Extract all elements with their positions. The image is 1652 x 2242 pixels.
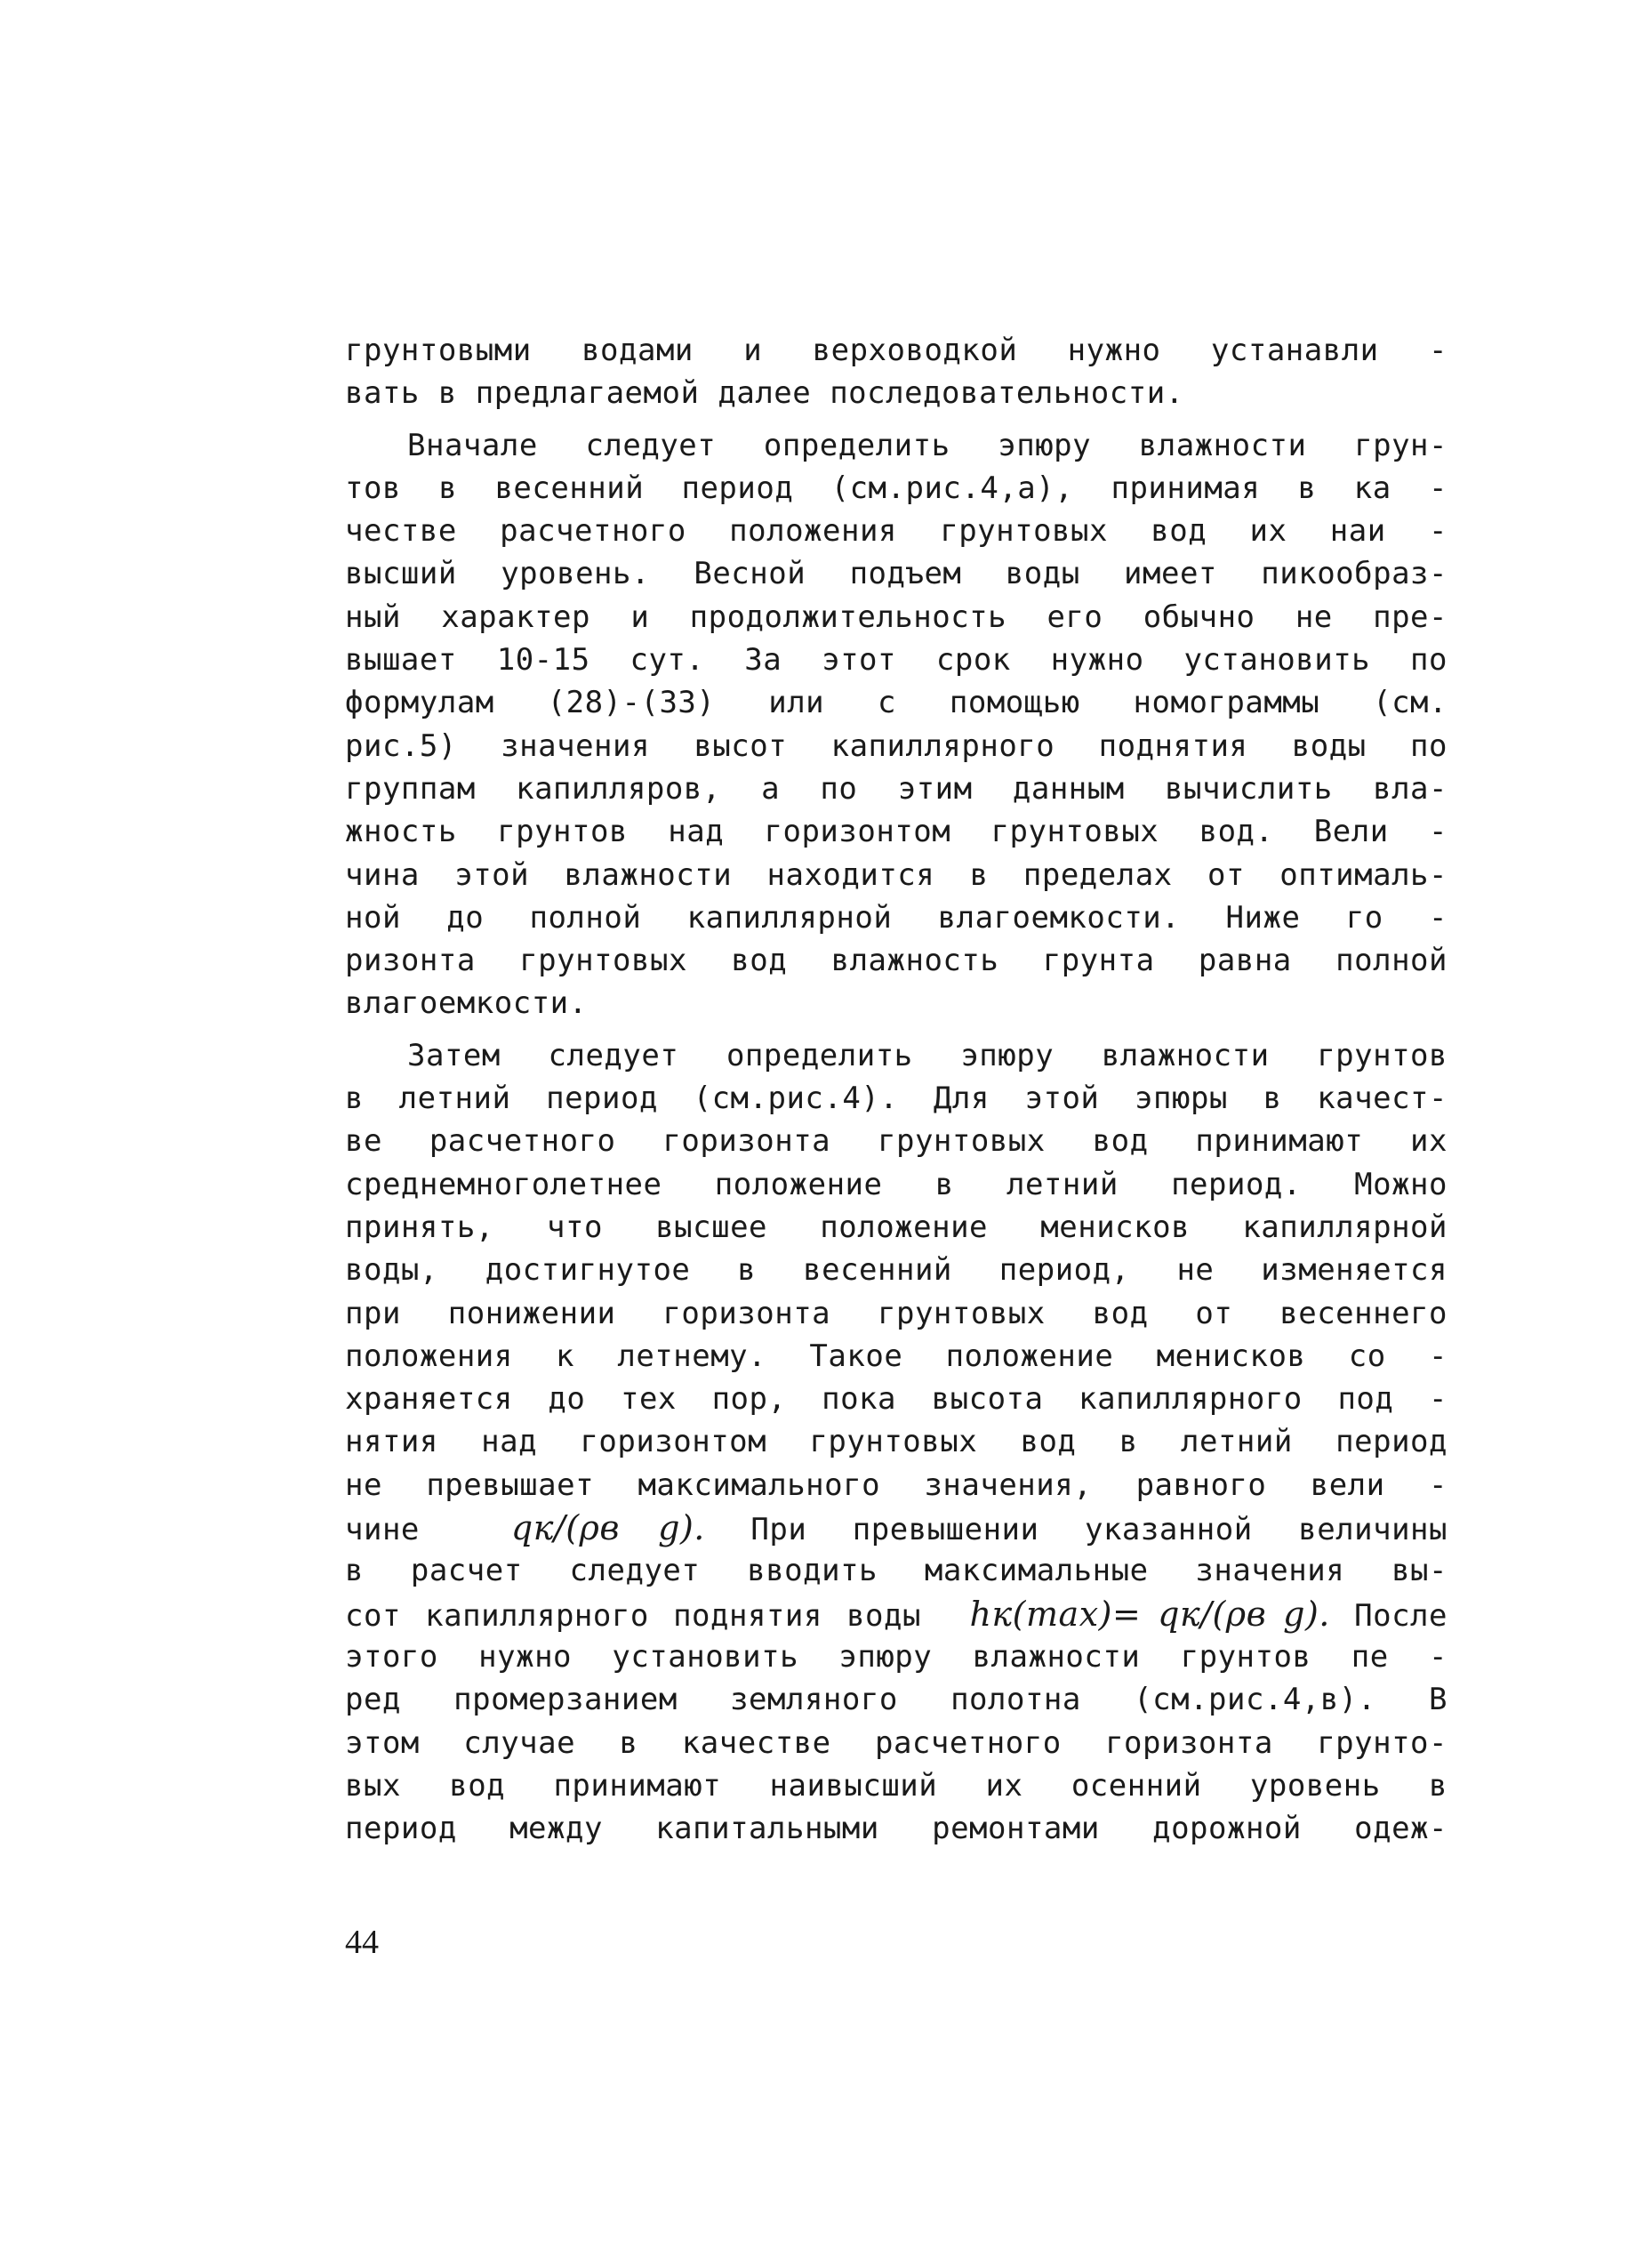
text-line: храняется до тех пор, пока высота капиллярного под - <box>345 1381 1448 1418</box>
text-fragment: сот капиллярного поднятия воды <box>345 1597 921 1634</box>
text-line: воды, достигнутое в весенний период, не изменяется <box>345 1252 1448 1289</box>
text-line: нятия над горизонтом грунтовых вод в летний период <box>345 1424 1448 1460</box>
formula: qк/(ρв g). <box>510 1508 705 1548</box>
text-line: положения к летнему. Такое положение менисков со - <box>345 1338 1448 1374</box>
text-line: не превышает максимального значения, равного вели - <box>345 1467 1448 1503</box>
text-line: этом случае в качестве расчетного горизонта грунто- <box>345 1724 1448 1761</box>
text-fragment: При превышении указанной величины <box>750 1512 1448 1548</box>
text-line: рис.5) значения высот капиллярного поднятия воды по <box>345 727 1448 764</box>
text-line: этого нужно установить эпюру влажности грунтов пе - <box>345 1638 1448 1675</box>
text-line: ный характер и продолжительность его обычно не пре- <box>345 599 1448 635</box>
text-line: влагоемкости. <box>345 985 588 1022</box>
text-line: Затем следует определить эпюру влажности грунтов <box>407 1037 1448 1073</box>
text-line: при понижении горизонта грунтовых вод от весеннего <box>345 1295 1448 1331</box>
text-line: высший уровень. Весной подъем воды имеет пикообраз- <box>345 556 1448 592</box>
text-line: вать в предлагаемой далее последовательности. <box>345 375 1184 412</box>
text-line: в расчет следует вводить максимальные значения вы- <box>345 1553 1448 1589</box>
text-line: группам капилляров, а по этим данным вычислить вла- <box>345 770 1448 807</box>
text-line: принять, что высшее положение менисков капиллярной <box>345 1209 1448 1245</box>
text-line: вышает 10-15 сут. За этот срок нужно установить по <box>345 642 1448 679</box>
formula: hк(max)= qк/(ρв g). <box>969 1594 1330 1634</box>
text-fragment: После <box>1354 1597 1448 1634</box>
formula-line <box>345 1593 1448 1635</box>
text-line: чина этой влажности находится в пределах от оптималь- <box>345 856 1448 893</box>
formula-line <box>345 1507 1448 1549</box>
text-line: Вначале следует определить эпюру влажности грун- <box>407 427 1448 463</box>
page-number: 44 <box>345 1924 379 1961</box>
text-line: ве расчетного горизонта грунтовых вод принимают их <box>345 1123 1448 1160</box>
body-text <box>345 329 1448 1850</box>
text-line: вых вод принимают наивысший их осенний уровень в <box>345 1767 1448 1804</box>
text-line: период между капитальными ремонтами дорожной одеж- <box>345 1811 1448 1847</box>
text-line: жность грунтов над горизонтом грунтовых вод. Вели - <box>345 814 1448 850</box>
text-line: грунтовыми водами и верховодкой нужно устанавли - <box>345 333 1448 368</box>
text-fragment: чине <box>345 1512 420 1548</box>
text-line: ризонта грунтовых вод влажность грунта равна полной <box>345 943 1448 979</box>
text-line: в летний период (см.рис.4). Для этой эпюры в качест- <box>345 1081 1448 1117</box>
text-line: честве расчетного положения грунтовых вод их наи - <box>345 513 1448 550</box>
text-line: ред промерзанием земляного полотна (см.рис.4,в). В <box>345 1682 1448 1718</box>
text-line: формулам (28)-(33) или с помощью номограммы (см. <box>345 685 1448 721</box>
text-line: тов в весенний период (см.рис.4,а), принимая в ка - <box>345 470 1448 506</box>
text-line: среднемноголетнее положение в летний период. Можно <box>345 1166 1448 1202</box>
text-line: ной до полной капиллярной влагоемкости. Ниже го - <box>345 899 1448 936</box>
